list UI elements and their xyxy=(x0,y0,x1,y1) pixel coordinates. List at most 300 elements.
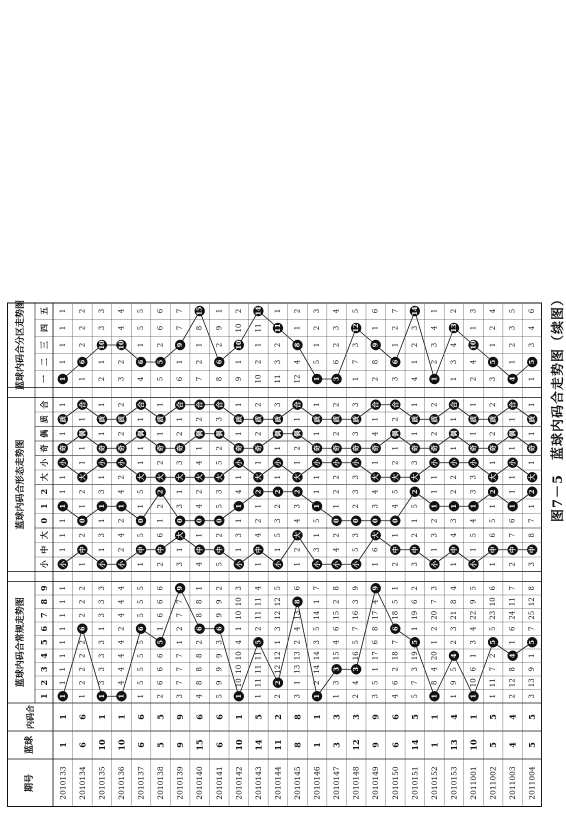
miss-count: 3 xyxy=(97,640,106,645)
hit-ball-label: 小 xyxy=(58,561,67,568)
hit-ball-label: 1 xyxy=(234,693,243,699)
miss-count: 6 xyxy=(371,547,380,552)
issue-cell: 2010139 xyxy=(175,766,185,800)
miss-count: 1 xyxy=(97,359,106,365)
miss-count: 2 xyxy=(78,680,87,685)
hit-ball-label: 小 xyxy=(508,459,517,466)
issue-cell: 2010152 xyxy=(429,766,439,800)
miss-count: 1 xyxy=(293,460,302,465)
issue-cell: 2010141 xyxy=(214,766,224,800)
miss-count: 2 xyxy=(430,626,439,631)
miss-count: 3 xyxy=(469,640,478,645)
miss-count: 6 xyxy=(156,533,165,538)
hit-ball-label: 2 xyxy=(273,489,282,495)
miss-count: 2 xyxy=(78,640,87,645)
miss-count: 12 xyxy=(273,597,282,607)
header-regular: 蓝球内码合常规走势图 xyxy=(16,597,26,688)
hit-ball-label: 5 xyxy=(489,639,498,645)
miss-count: 1 xyxy=(195,446,204,451)
miss-count: 5 xyxy=(137,653,146,658)
miss-count: 1 xyxy=(78,562,87,567)
hit-ball-label: 14 xyxy=(410,306,419,316)
hit-ball-label: 2 xyxy=(489,489,498,495)
hit-ball-label: 奇 xyxy=(58,445,67,452)
miss-count: 8 xyxy=(195,667,204,672)
miss-count: 4 xyxy=(117,489,126,494)
miss-count: 1 xyxy=(508,446,517,451)
inner-cell: 6 xyxy=(214,714,225,720)
miss-count: 8 xyxy=(371,359,380,365)
miss-count: 1 xyxy=(489,504,498,509)
miss-count: 1 xyxy=(58,325,67,331)
miss-count: 1 xyxy=(313,475,322,480)
miss-count: 2 xyxy=(215,533,224,538)
hit-ball-label: 偶 xyxy=(293,430,302,437)
miss-count: 1 xyxy=(58,308,67,314)
hit-ball-label: 奇 xyxy=(469,445,478,452)
hit-ball-label: 0 xyxy=(215,518,224,524)
hit-ball-label: 合 xyxy=(391,401,400,408)
hit-ball-label: 合 xyxy=(293,401,302,408)
hit-ball-label: 大 xyxy=(78,474,87,481)
zone-col-header: 二 xyxy=(39,358,49,366)
miss-count: 4 xyxy=(352,680,361,685)
miss-count: 1 xyxy=(254,562,263,567)
miss-count: 3 xyxy=(97,653,106,658)
miss-count: 1 xyxy=(176,489,185,494)
miss-count: 2 xyxy=(332,475,341,480)
hit-ball-label: 偶 xyxy=(508,430,517,437)
miss-count: 4 xyxy=(528,325,537,331)
miss-count: 9 xyxy=(528,667,537,672)
hit-ball-label: 2 xyxy=(156,489,165,495)
miss-count: 5 xyxy=(273,533,282,538)
shape-col-header: 奇 xyxy=(39,444,49,453)
miss-count: 6 xyxy=(371,640,380,645)
miss-count: 2 xyxy=(391,562,400,567)
miss-count: 3 xyxy=(528,342,537,348)
miss-count: 2 xyxy=(391,417,400,422)
miss-count: 7 xyxy=(176,599,185,604)
miss-count: 1 xyxy=(371,460,380,465)
hit-ball-label: 质 xyxy=(156,416,165,423)
miss-count: 2 xyxy=(391,325,400,331)
hit-ball-label: 质 xyxy=(58,416,67,423)
hit-ball-label: 10 xyxy=(117,340,126,350)
miss-count: 22 xyxy=(469,610,478,620)
hit-ball-label: 小 xyxy=(449,459,458,466)
blue-cell: 1 xyxy=(429,742,440,748)
miss-count: 8 xyxy=(195,653,204,658)
miss-count: 8 xyxy=(195,613,204,618)
miss-count: 3 xyxy=(273,626,282,631)
hit-ball-label: 0 xyxy=(332,518,341,524)
hit-ball-label: 偶 xyxy=(215,430,224,437)
blue-cell: 1 xyxy=(312,742,323,748)
hit-ball-label: 质 xyxy=(469,416,478,423)
miss-count: 5 xyxy=(410,694,419,699)
miss-count: 1 xyxy=(528,402,537,407)
miss-count: 1 xyxy=(97,626,106,631)
miss-count: 2 xyxy=(234,308,243,314)
miss-count: 2 xyxy=(156,694,165,699)
hit-ball-label: 12 xyxy=(352,323,361,333)
miss-count: 2 xyxy=(430,518,439,523)
miss-count: 1 xyxy=(430,308,439,314)
blue-cell: 5 xyxy=(155,742,166,748)
miss-count: 3 xyxy=(371,694,380,699)
miss-count: 1 xyxy=(430,489,439,494)
hit-ball-label: 0 xyxy=(78,518,87,524)
miss-count: 1 xyxy=(508,489,517,494)
hit-ball-label: 6 xyxy=(78,626,87,632)
miss-count: 5 xyxy=(489,626,498,631)
issue-cell: 2010151 xyxy=(410,766,420,800)
inner-cell: 3 xyxy=(351,714,362,720)
miss-count: 18 xyxy=(391,651,400,661)
miss-count: 7 xyxy=(176,680,185,685)
hit-ball-label: 小 xyxy=(313,459,322,466)
regular-col-header: 2 xyxy=(39,679,49,686)
miss-count: 3 xyxy=(469,489,478,494)
miss-count: 2 xyxy=(410,533,419,538)
miss-count: 4 xyxy=(195,504,204,509)
hit-ball-label: 8 xyxy=(293,599,302,605)
miss-count: 5 xyxy=(137,325,146,331)
miss-count: 6 xyxy=(508,518,517,523)
miss-count: 12 xyxy=(273,664,282,674)
shape-col-header: 小 xyxy=(39,560,49,569)
miss-count: 5 xyxy=(215,694,224,699)
miss-count: 2 xyxy=(215,342,224,348)
miss-count: 1 xyxy=(391,533,400,538)
miss-count: 2 xyxy=(508,562,517,567)
inner-cell: 1 xyxy=(96,714,107,720)
miss-count: 2 xyxy=(410,586,419,591)
miss-count: 2 xyxy=(449,489,458,494)
miss-count: 1 xyxy=(508,417,517,422)
miss-count: 2 xyxy=(78,533,87,538)
miss-count: 4 xyxy=(117,680,126,685)
miss-count: 1 xyxy=(528,431,537,436)
shape-col-header: 质 xyxy=(39,415,49,424)
miss-count: 2 xyxy=(195,359,204,365)
miss-count: 3 xyxy=(352,475,361,480)
hit-ball-label: 质 xyxy=(273,416,282,423)
header-issue: 期号 xyxy=(25,773,35,793)
blue-cell: 15 xyxy=(194,739,205,751)
hit-ball-label: 9 xyxy=(176,585,185,591)
hit-ball-label: 2 xyxy=(254,489,263,495)
miss-count: 2 xyxy=(176,626,185,631)
miss-count: 13 xyxy=(293,651,302,661)
hit-ball-label: 小 xyxy=(273,459,282,466)
miss-count: 5 xyxy=(273,586,282,591)
miss-count: 2 xyxy=(78,325,87,331)
inner-cell: 5 xyxy=(155,714,166,720)
miss-count: 1 xyxy=(234,518,243,523)
miss-count: 5 xyxy=(352,640,361,645)
miss-count: 2 xyxy=(215,586,224,591)
hit-ball-label: 2 xyxy=(410,489,419,495)
miss-count: 1 xyxy=(97,431,106,436)
miss-count: 1 xyxy=(254,342,263,348)
miss-count: 6 xyxy=(156,325,165,331)
miss-count: 7 xyxy=(176,653,185,658)
miss-count: 3 xyxy=(528,694,537,699)
miss-count: 5 xyxy=(391,489,400,494)
hit-ball-label: 合 xyxy=(78,401,87,408)
miss-count: 1 xyxy=(449,446,458,451)
miss-count: 5 xyxy=(410,504,419,509)
miss-count: 3 xyxy=(313,308,322,314)
hit-ball-label: 6 xyxy=(195,626,204,632)
miss-count: 6 xyxy=(176,376,185,382)
miss-count: 1 xyxy=(293,562,302,567)
issue-cell: 2011003 xyxy=(508,766,518,800)
miss-count: 4 xyxy=(293,518,302,523)
miss-count: 7 xyxy=(528,518,537,523)
miss-count: 2 xyxy=(195,489,204,494)
miss-count: 6 xyxy=(156,586,165,591)
hit-ball-label: 质 xyxy=(489,416,498,423)
miss-count: 9 xyxy=(215,653,224,658)
shape-col-header: 大 xyxy=(39,531,49,540)
miss-count: 1 xyxy=(176,359,185,365)
miss-count: 11 xyxy=(254,678,263,688)
miss-count: 4 xyxy=(391,504,400,509)
miss-count: 4 xyxy=(117,308,126,314)
miss-count: 2 xyxy=(489,402,498,407)
hit-ball-label: 0 xyxy=(371,518,380,524)
miss-count: 8 xyxy=(528,533,537,538)
miss-count: 2 xyxy=(156,504,165,509)
miss-count: 1 xyxy=(313,402,322,407)
miss-count: 1 xyxy=(430,475,439,480)
hit-ball-label: 奇 xyxy=(117,445,126,452)
hit-ball-label: 偶 xyxy=(78,430,87,437)
issue-cell: 2010153 xyxy=(449,766,459,800)
issue-cell: 2010136 xyxy=(116,766,126,800)
hit-ball-label: 小 xyxy=(332,459,341,466)
miss-count: 17 xyxy=(371,610,380,620)
miss-count: 3 xyxy=(215,417,224,422)
miss-count: 6 xyxy=(332,626,341,631)
hit-ball-label: 奇 xyxy=(176,445,185,452)
inner-cell: 6 xyxy=(136,714,147,720)
miss-count: 1 xyxy=(410,402,419,407)
miss-count: 2 xyxy=(293,308,302,314)
miss-count: 1 xyxy=(195,533,204,538)
hit-ball-label: 9 xyxy=(371,585,380,591)
header-zone: 蓝球内码合分区走势图 xyxy=(16,299,26,391)
miss-count: 5 xyxy=(352,308,361,314)
miss-count: 9 xyxy=(215,680,224,685)
miss-count: 1 xyxy=(449,417,458,422)
miss-count: 1 xyxy=(391,446,400,451)
miss-count: 1 xyxy=(58,475,67,480)
miss-count: 20 xyxy=(430,610,439,620)
miss-count: 12 xyxy=(508,678,517,688)
hit-ball-label: 中 xyxy=(254,546,263,553)
miss-count: 7 xyxy=(176,308,185,314)
hit-ball-label: 中 xyxy=(391,546,400,553)
miss-count: 7 xyxy=(195,376,204,382)
miss-count: 8 xyxy=(195,680,204,685)
miss-count: 5 xyxy=(137,667,146,672)
hit-ball-label: 1 xyxy=(58,693,67,699)
miss-count: 1 xyxy=(58,342,67,348)
regular-col-header: 7 xyxy=(39,612,49,619)
miss-count: 3 xyxy=(273,402,282,407)
miss-count: 4 xyxy=(117,533,126,538)
miss-count: 2 xyxy=(391,667,400,672)
miss-count: 1 xyxy=(215,308,224,314)
miss-count: 10 xyxy=(234,664,243,674)
miss-count: 11 xyxy=(254,651,263,661)
blue-cell: 12 xyxy=(351,739,362,751)
miss-count: 6 xyxy=(332,359,341,365)
inner-cell: 4 xyxy=(448,714,459,720)
miss-count: 4 xyxy=(371,599,380,604)
hit-ball-label: 6 xyxy=(391,359,400,365)
miss-count: 3 xyxy=(234,533,243,538)
miss-count: 1 xyxy=(137,460,146,465)
miss-count: 1 xyxy=(449,694,458,699)
miss-count: 1 xyxy=(78,460,87,465)
miss-count: 7 xyxy=(508,533,517,538)
miss-count: 3 xyxy=(528,562,537,567)
miss-count: 3 xyxy=(176,562,185,567)
miss-count: 1 xyxy=(332,694,341,699)
miss-count: 3 xyxy=(215,640,224,645)
miss-count: 7 xyxy=(176,667,185,672)
trend-table xyxy=(7,7,542,807)
hit-ball-label: 小 xyxy=(469,561,478,568)
miss-count: 1 xyxy=(176,640,185,645)
miss-count: 1 xyxy=(97,402,106,407)
issue-cell: 2010150 xyxy=(390,766,400,800)
miss-count: 3 xyxy=(489,376,498,382)
issue-cell: 2010143 xyxy=(253,766,263,800)
blue-cell: 6 xyxy=(136,742,147,748)
miss-count: 1 xyxy=(410,431,419,436)
miss-count: 4 xyxy=(430,667,439,672)
hit-ball-label: 1 xyxy=(97,693,106,699)
miss-count: 1 xyxy=(391,342,400,348)
hit-ball-label: 中 xyxy=(78,546,87,553)
blue-cell: 10 xyxy=(468,739,479,751)
hit-ball-label: 1 xyxy=(430,693,439,699)
miss-count: 1 xyxy=(58,680,67,685)
miss-count: 2 xyxy=(313,325,322,331)
miss-count: 3 xyxy=(430,342,439,348)
miss-count: 1 xyxy=(352,376,361,382)
miss-count: 2 xyxy=(97,376,106,382)
miss-count: 1 xyxy=(58,533,67,538)
miss-count: 1 xyxy=(528,504,537,509)
zone-col-header: 五 xyxy=(39,307,49,315)
miss-count: 1 xyxy=(97,518,106,523)
miss-count: 1 xyxy=(371,562,380,567)
issue-cell: 2010147 xyxy=(332,766,342,800)
hit-ball-label: 大 xyxy=(391,474,400,481)
inner-cell: 6 xyxy=(77,714,88,720)
miss-count: 1 xyxy=(58,489,67,494)
miss-count: 1 xyxy=(489,562,498,567)
issue-cell: 2010140 xyxy=(195,766,205,800)
miss-count: 1 xyxy=(489,342,498,348)
miss-count: 3 xyxy=(449,359,458,365)
miss-count: 1 xyxy=(58,653,67,658)
miss-count: 1 xyxy=(273,547,282,552)
inner-cell: 1 xyxy=(312,714,323,720)
miss-count: 3 xyxy=(176,504,185,509)
miss-count: 5 xyxy=(137,308,146,314)
hit-ball-label: 0 xyxy=(195,518,204,524)
miss-count: 1 xyxy=(449,562,458,567)
miss-count: 2 xyxy=(254,359,263,365)
miss-count: 2 xyxy=(352,694,361,699)
miss-count: 3 xyxy=(176,460,185,465)
miss-count: 4 xyxy=(117,325,126,331)
miss-count: 1 xyxy=(449,376,458,382)
miss-count: 1 xyxy=(234,431,243,436)
inner-cell: 5 xyxy=(253,714,264,720)
figure-caption: 图7－5 蓝球内码合走势图（续图） xyxy=(551,291,566,523)
hit-ball-label: 1 xyxy=(430,503,439,509)
miss-count: 1 xyxy=(58,599,67,604)
miss-count: 5 xyxy=(215,504,224,509)
miss-count: 1 xyxy=(273,308,282,314)
miss-count: 6 xyxy=(489,586,498,591)
miss-count: 3 xyxy=(430,533,439,538)
miss-count: 2 xyxy=(332,342,341,348)
miss-count: 6 xyxy=(489,533,498,538)
miss-count: 1 xyxy=(273,640,282,645)
miss-count: 1 xyxy=(469,547,478,552)
hit-ball-label: 14 xyxy=(254,306,263,316)
zone-col-header: 一 xyxy=(39,375,49,383)
miss-count: 12 xyxy=(273,651,282,661)
hit-ball-label: 奇 xyxy=(371,445,380,452)
miss-count: 4 xyxy=(332,308,341,314)
miss-count: 7 xyxy=(352,359,361,365)
miss-count: 1 xyxy=(58,613,67,618)
blue-cell: 14 xyxy=(253,739,264,751)
miss-count: 1 xyxy=(137,417,146,422)
miss-count: 2 xyxy=(489,325,498,331)
miss-count: 8 xyxy=(332,586,341,591)
inner-cell: 1 xyxy=(57,714,68,720)
miss-count: 1 xyxy=(58,402,67,407)
miss-count: 1 xyxy=(528,460,537,465)
hit-ball-label: 大 xyxy=(195,474,204,481)
miss-count: 3 xyxy=(293,694,302,699)
regular-col-header: 5 xyxy=(39,639,49,646)
hit-ball-label: 1 xyxy=(58,503,67,509)
miss-count: 4 xyxy=(254,533,263,538)
miss-count: 6 xyxy=(156,308,165,314)
miss-count: 3 xyxy=(371,504,380,509)
miss-count: 6 xyxy=(156,599,165,604)
miss-count: 1 xyxy=(410,626,419,631)
miss-count: 1 xyxy=(78,504,87,509)
miss-count: 2 xyxy=(293,547,302,552)
miss-count: 1 xyxy=(313,489,322,494)
hit-ball-label: 大 xyxy=(489,474,498,481)
miss-count: 3 xyxy=(391,376,400,382)
